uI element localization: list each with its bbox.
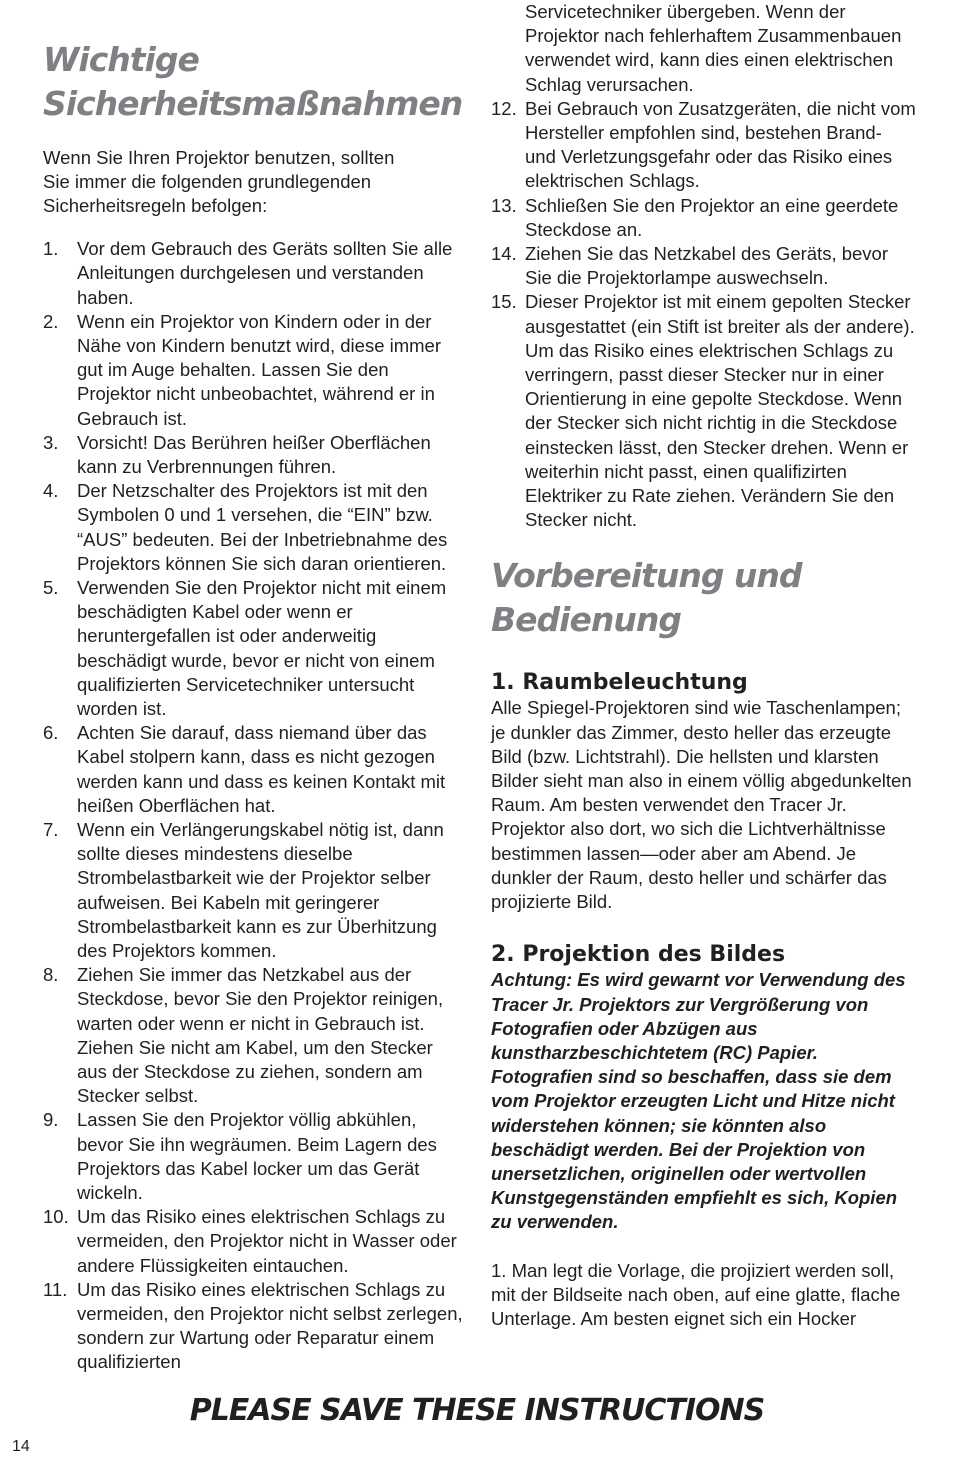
list-item: 9. Lassen Sie den Projektor völlig abkühlen, bevor Sie ihn wegräumen. Beim Lagern des Projektors das Kabel locker um das Gerät wickeln. (43, 1109, 437, 1204)
operation-heading-line2: Bedienung (491, 600, 681, 640)
safety-heading (43, 38, 463, 126)
operation-heading-line1: Vorbereitung und (491, 556, 802, 596)
list-item: 15. Dieser Projektor ist mit einem gepolten Stecker ausgestattet (ein Stift ist breiter als der andere). Um das Risiko eines elektrischen Schlags zu verringern, passt dieser Stecker nur in einer Orientierung in eine gepolte Steckdose. Wenn der Stecker sich nicht richtig in die Steckdose einstecken lässt, den Stecker drehen. Wenn er weiterhin nicht passt, einen qualifizirten Elektriker zu Rate ziehen. Verändern Sie den Stecker nicht. (491, 291, 915, 531)
safety-list-right (491, 0, 916, 532)
safety-heading-line1: Wichtige (43, 40, 199, 79)
projection-step-1: 1. Man legt die Vorlage, die projiziert werden soll, mit der Bildseite nach oben, auf eine glatte, flache Unterlage. Am besten eignet sich ein Hocker (491, 1259, 901, 1329)
projection-heading: 2. Projektion des Bildes (491, 942, 786, 968)
list-item: 7. Wenn ein Verlängerungskabel nötig ist, dann sollte dieses mindestens dieselbe Strombelastbarkeit wie der Projektor selber aufweisen. Bei Kabeln mit geringerer Strombelastbarkeit kann es zur Überhitzung des Projektors kommen. (43, 818, 444, 961)
list-item: 13. Schließen Sie den Projektor an eine geerdete Steckdose an. (491, 194, 899, 240)
safety-intro: Wenn Sie Ihren Projektor benutzen, sollten Sie immer die folgenden grundlegenden Sicherheitsregeln befolgen: (43, 147, 395, 217)
list-item: 6. Achten Sie darauf, dass niemand über das Kabel stolpern kann, dass es nicht gezogen werden kann und dass es keinen Kontakt mit heißen Oberflächen hat. (43, 722, 446, 816)
operation-heading (491, 554, 916, 642)
safety-heading-line2: Sicherheitsmaßnahmen (43, 84, 463, 123)
room-lighting-heading: 1. Raumbeleuchtung (491, 670, 748, 696)
list-item: 3. Vorsicht! Das Berühren heißer Oberflächen kann zu Verbrennungen führen. (43, 431, 431, 477)
list-item: 11. Um das Risiko eines elektrischen Schlags zu vermeiden, den Projektor nicht selbst zerlegen, sondern zur Wartung oder Reparatur einem qualifizierten (43, 1278, 463, 1373)
list-item: 14. Ziehen Sie das Netzkabel des Geräts, bevor Sie die Projektorlampe auswechseln. (491, 243, 888, 289)
list-item: 5. Verwenden Sie den Projektor nicht mit einem beschädigten Kabel oder wenn er heruntergefallen ist oder anderweitig beschädigt wurde, bevor er nicht von einem qualifizierten Servicetechniker untersucht worden ist. (43, 576, 447, 719)
list-item: 8. Ziehen Sie immer das Netzkabel aus der Steckdose, bevor Sie den Projektor reinigen, warten oder wenn er nicht in Gebrauch ist. Ziehen Sie nicht am Kabel, um den Stecker aus der Steckdose zu ziehen, sondern am Stecker selbst. (43, 964, 444, 1107)
safety-list-left (43, 237, 463, 1375)
right-column (491, 0, 916, 1331)
list-item: 10. Um das Risiko eines elektrischen Schlags zu vermeiden, den Projektor nicht in Wasser oder andere Flüssigkeiten eintauchen. (43, 1206, 457, 1276)
list-item: 12. Bei Gebrauch von Zusatzgeräten, die nicht vom Hersteller empfohlen sind, bestehen Brand- und Verletzungsgefahr oder das Risiko eines elektrischen Schlags. (491, 97, 916, 192)
list-item: 2. Wenn ein Projektor von Kindern oder in der Nähe von Kindern benutzt wird, diese immer gut im Auge behalten. Lassen Sie den Projektor nicht unbeobachtet, während er in Gebrauch ist. (43, 310, 442, 429)
list-item: 1. Vor dem Gebrauch des Geräts sollten Sie alle Anleitungen durchgelesen und verstanden haben. (43, 238, 453, 308)
room-lighting-text: Alle Spiegel-Projektoren sind wie Taschenlampen; je dunkler das Zimmer, desto heller das erzeugte Bild (bzw. Lichtstrahl). Die hellsten und klarsten Bilder sieht man also in einem völlig abgedunkelten Raum. Am besten verwendet den Tracer Jr. Projektor also dort, wo sich die Lichtverhältnisse bestimmen lassen—oder aber am Abend. Je dunkler der Raum, desto heller und schärfer das projizierte Bild. (491, 697, 912, 913)
list-item-continuation: Servicetechniker übergeben. Wenn der Projektor nach fehlerhaftem Zusammenbauen verwendet wird, kann dies einen elektrischen Schlag verursachen. (525, 1, 902, 95)
page-number: 14 (12, 1438, 30, 1455)
list-item: 4. Der Netzschalter des Projektors ist mit den Symbolen 0 und 1 versehen, die “EIN” bzw. “AUS” bedeuten. Bei der Inbetriebnahme des Projektors können Sie sich daran orientieren. (43, 480, 448, 574)
projection-warning: Achtung: Es wird gewarnt vor Verwendung des Tracer Jr. Projektors zur Vergrößerung von Fotografien oder Abzügen aus kunstharzbeschichtetem (RC) Papier. Fotografien sind so beschaffen, dass sie dem vom Projektor erzeugten Licht und Hitze nicht widerstehen können; sie könnten also beschädigt werden. Bei der Projektion von unersetzlichen, originellen oder wertvollen Kunstgegenständen empfiehlt es sich, Kopien zu verwenden. (491, 969, 906, 1233)
left-column (43, 0, 463, 1375)
save-instructions-banner: PLEASE SAVE THESE INSTRUCTIONS (189, 1393, 765, 1428)
